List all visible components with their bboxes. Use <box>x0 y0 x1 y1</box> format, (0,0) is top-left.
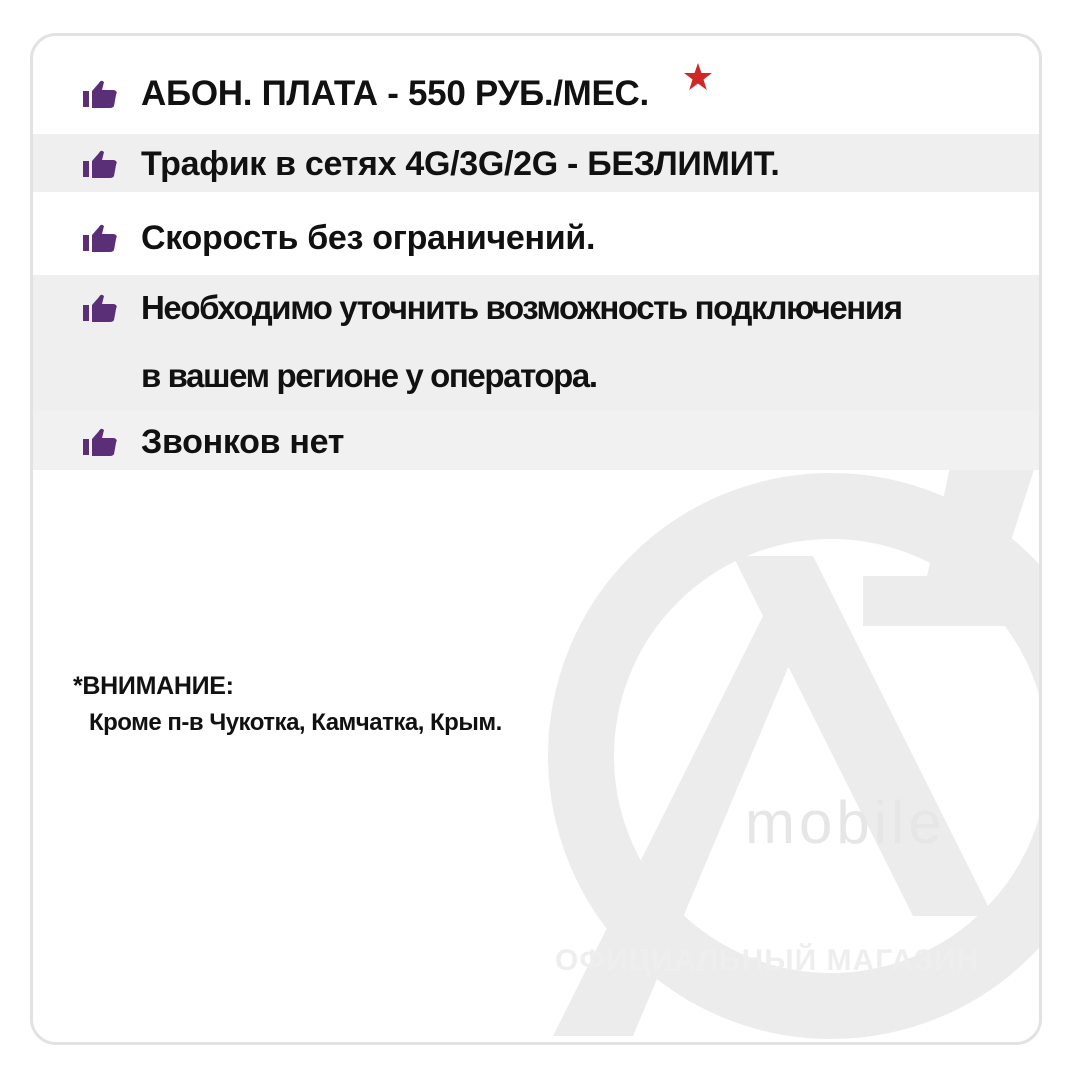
feature-item <box>81 142 780 186</box>
tariff-card <box>30 33 1042 1045</box>
disclaimer-note <box>73 672 502 737</box>
feature-text: Скорость без ограничений. <box>141 218 596 257</box>
watermark-brand-text: mobile <box>745 789 946 856</box>
feature-item <box>81 420 344 464</box>
feature-item <box>81 216 595 260</box>
feature-text: в вашем регионе у оператора. <box>141 357 597 394</box>
note-body: Кроме п-в Чукотка, Камчатка, Крым. <box>89 709 502 736</box>
thumbs-up-icon <box>81 293 119 323</box>
thumbs-up-icon <box>81 427 119 457</box>
thumbs-up-icon <box>81 149 119 179</box>
feature-text: Звонков нет <box>141 422 345 461</box>
feature-item <box>81 286 902 330</box>
feature-continuation <box>141 354 597 398</box>
watermark-tagline: ОФИЦИАЛЬНЫЙ МАГАЗИН <box>555 944 980 977</box>
feature-text: АБОН. ПЛАТА - 550 РУБ./МЕС. <box>141 74 649 113</box>
note-title: *ВНИМАНИЕ: <box>73 672 234 700</box>
thumbs-up-icon <box>81 79 119 109</box>
feature-item <box>81 72 649 116</box>
feature-text: Необходимо уточнить возможность подключения <box>141 289 902 326</box>
feature-text: Трафик в сетях 4G/3G/2G - БЕЗЛИМИТ. <box>141 144 780 183</box>
thumbs-up-icon <box>81 223 119 253</box>
star-icon <box>683 62 713 92</box>
